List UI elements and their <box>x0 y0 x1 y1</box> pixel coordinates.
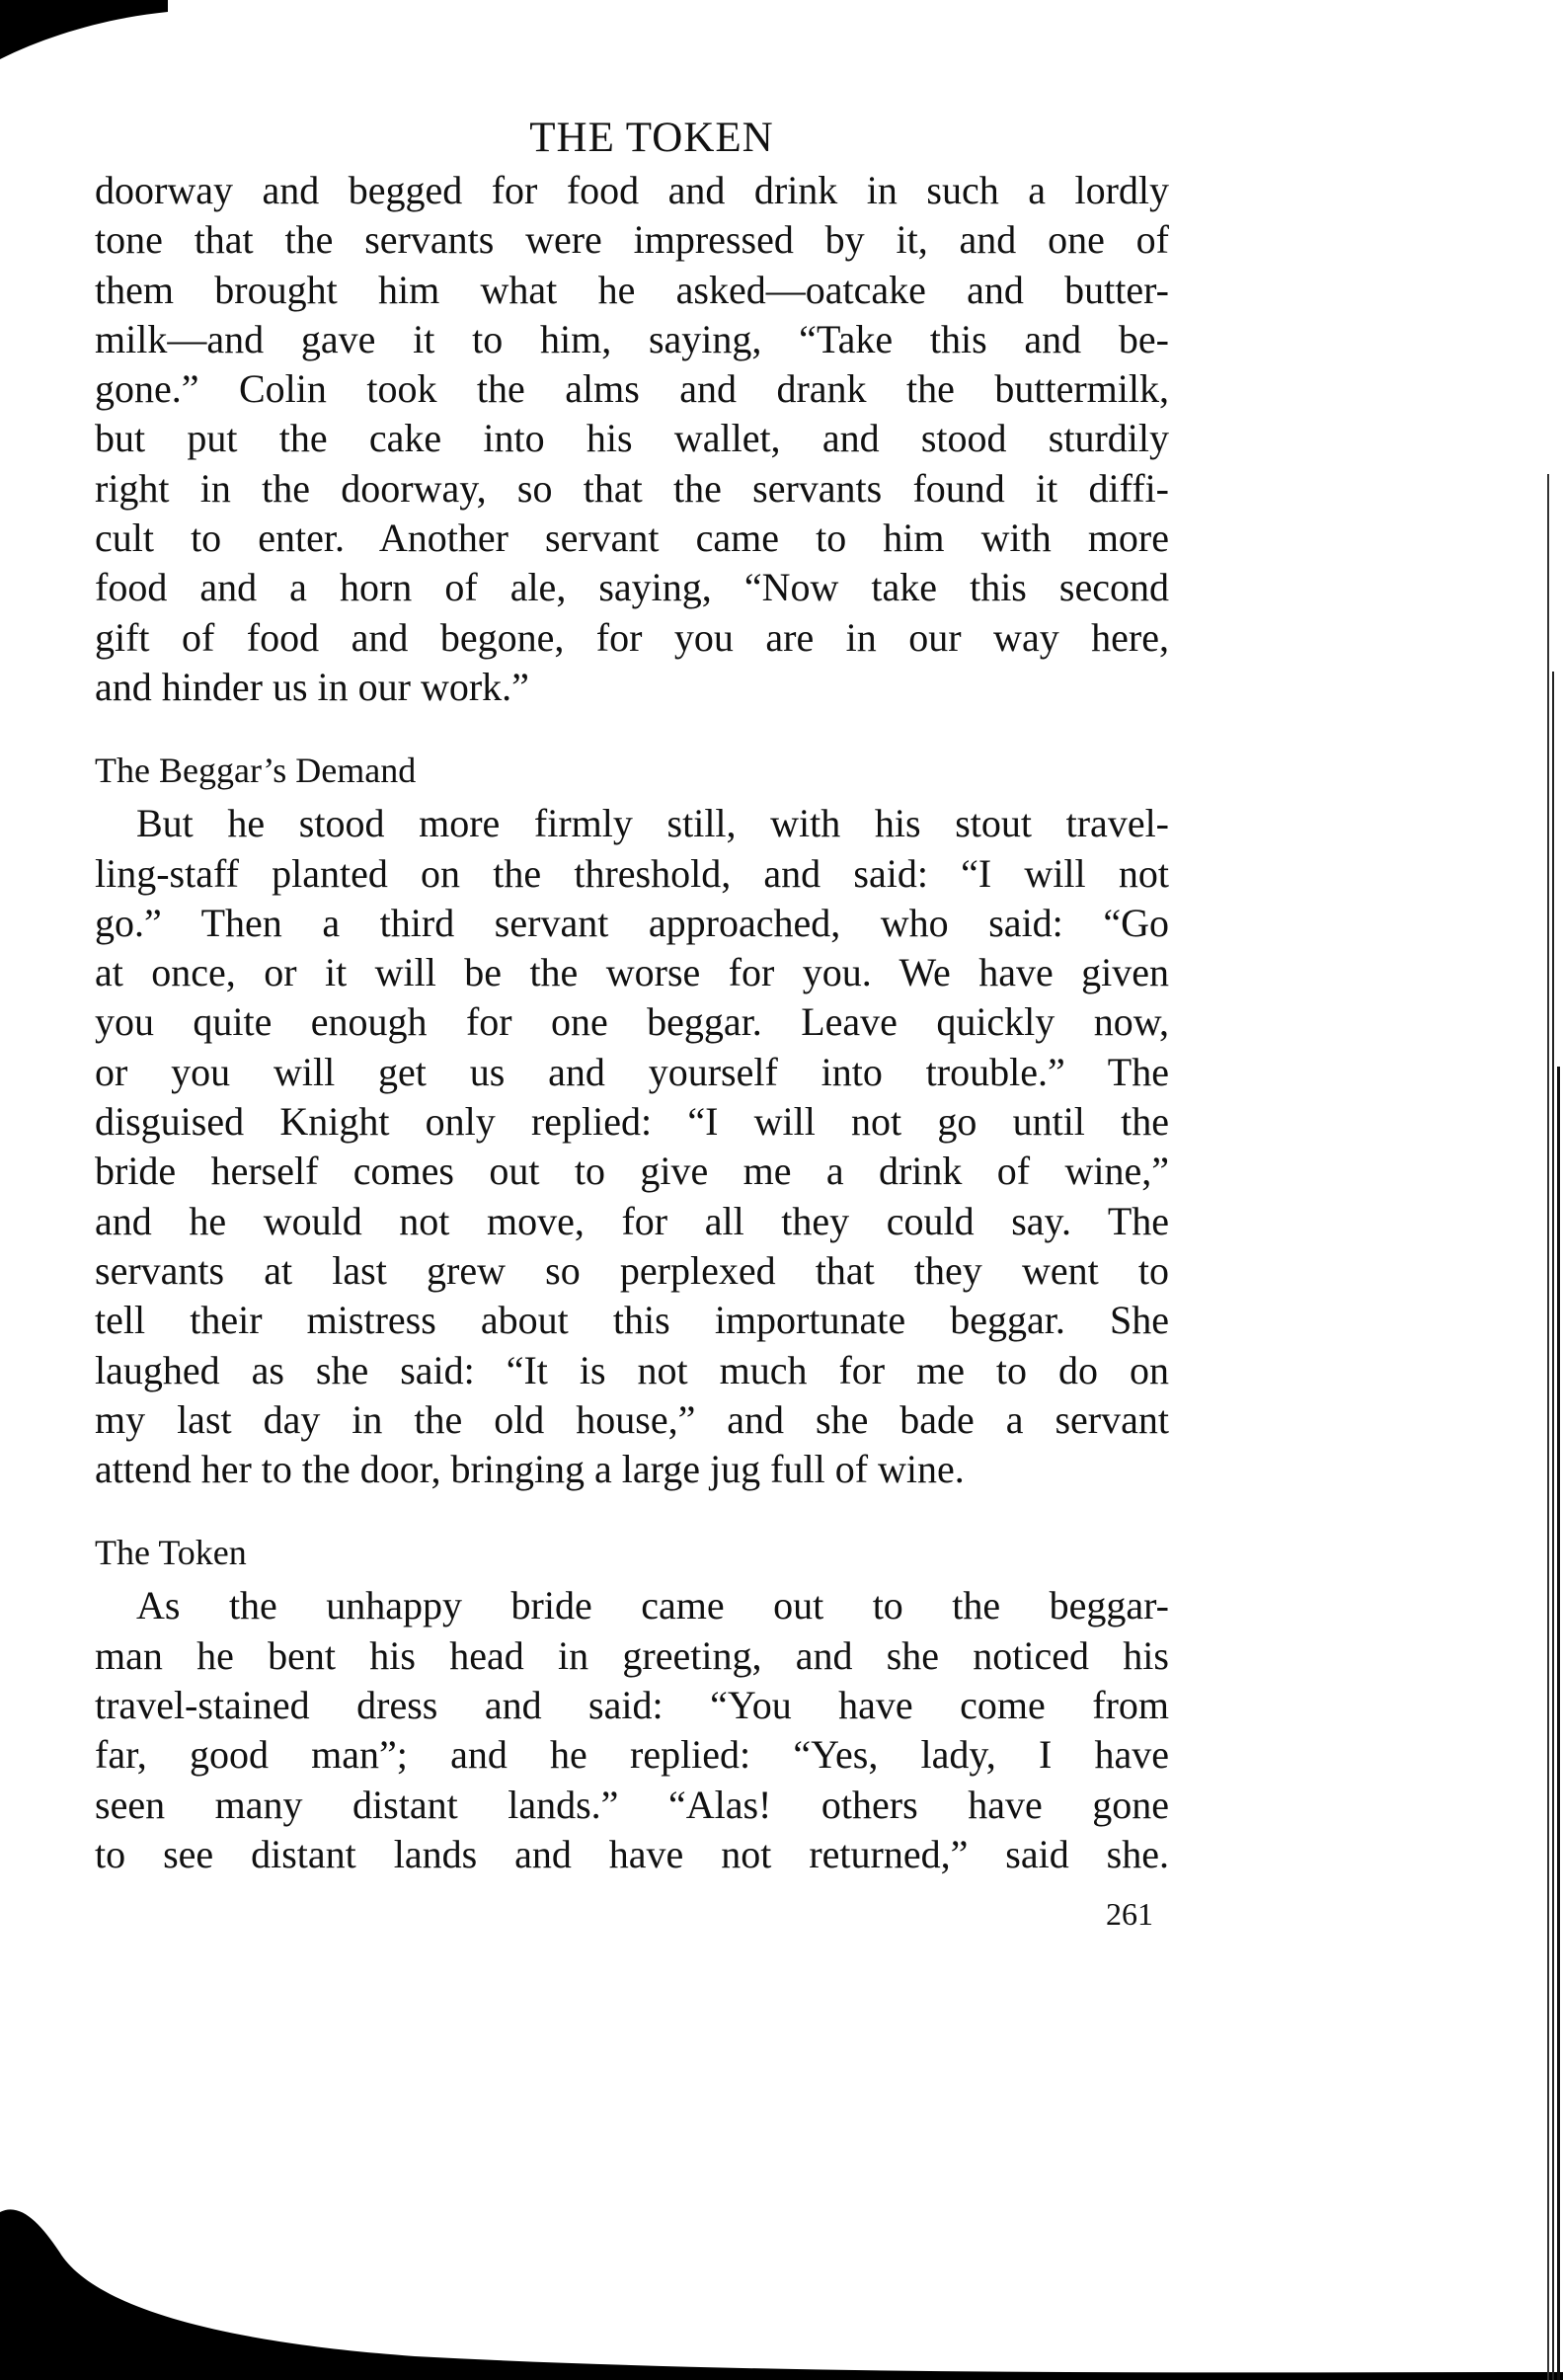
text-line: milk—and gave it to him, saying, “Take this and be- <box>95 316 1169 361</box>
page-number: 261 <box>1106 1896 1153 1932</box>
text-line: tell their mistress about this importunate beggar. She <box>95 1298 1169 1343</box>
text-line: doorway and begged for food and drink in such a lordly <box>95 168 1169 212</box>
paragraph-3 <box>95 1581 1169 1879</box>
text-line: and hinder us in our work.” <box>95 664 529 709</box>
text-line: you quite enough for one beggar. Leave quickly now, <box>95 999 1169 1045</box>
running-head: THE TOKEN <box>529 115 774 161</box>
section-heading-the-token: The Token <box>95 1533 247 1573</box>
paragraph-1 <box>95 166 1169 712</box>
text-line: seen many distant lands.” “Alas! others have gone <box>95 1782 1169 1827</box>
text-line: food and a horn of ale, saying, “Now take this second <box>95 565 1169 610</box>
paragraph-2 <box>95 799 1169 1494</box>
page-edge-lines <box>1545 474 1563 2380</box>
text-line: man he bent his head in greeting, and she noticed his <box>95 1632 1169 1678</box>
text-line: go.” Then a third servant approached, who said: “Go <box>95 900 1169 945</box>
page-corner-shadow <box>0 0 168 69</box>
text-line: As the unhappy bride came out to the beggar- <box>136 1583 1169 1628</box>
text-line: servants at last grew so perplexed that they went to <box>95 1247 1169 1293</box>
text-line: gone.” Colin took the alms and drank the buttermilk, <box>95 366 1169 412</box>
text-line: laughed as she said: “It is not much for me to do on <box>95 1347 1169 1392</box>
text-line: to see distant lands and have not returned,” said she. <box>95 1831 1169 1876</box>
text-line: travel-stained dress and said: “You have come from <box>95 1683 1169 1728</box>
text-line: gift of food and begone, for you are in our way here, <box>95 614 1169 660</box>
section-heading-beggars-demand: The Beggar’s Demand <box>95 751 417 791</box>
text-line: attend her to the door, bringing a large jug full of wine. <box>95 1447 965 1492</box>
text-line: or you will get us and yourself into trouble.” The <box>95 1049 1169 1094</box>
text-line: them brought him what he asked—oatcake and butter- <box>95 267 1169 312</box>
text-line: ling-staff planted on the threshold, and said: “I will not <box>95 850 1169 896</box>
text-line: my last day in the old house,” and she bade a servant <box>95 1396 1169 1442</box>
text-line: cult to enter. Another servant came to him with more <box>95 516 1169 561</box>
book-edge-shadow <box>0 2192 1563 2380</box>
text-line: but put the cake into his wallet, and stood sturdily <box>95 416 1169 461</box>
text-line: tone that the servants were impressed by it, and one of <box>95 217 1169 263</box>
text-line: disguised Knight only replied: “I will not go until the <box>95 1099 1169 1145</box>
text-line: at once, or it will be the worse for you. We have given <box>95 950 1169 995</box>
text-line: far, good man”; and he replied: “Yes, lady, I have <box>95 1732 1169 1778</box>
book-page <box>95 114 1169 1879</box>
text-line: and he would not move, for all they could say. The <box>95 1198 1169 1243</box>
text-line: bride herself comes out to give me a drink of wine,” <box>95 1149 1169 1194</box>
text-line: But he stood more firmly still, with his stout travel- <box>136 801 1169 846</box>
text-line: right in the doorway, so that the servants found it diffi- <box>95 465 1169 511</box>
